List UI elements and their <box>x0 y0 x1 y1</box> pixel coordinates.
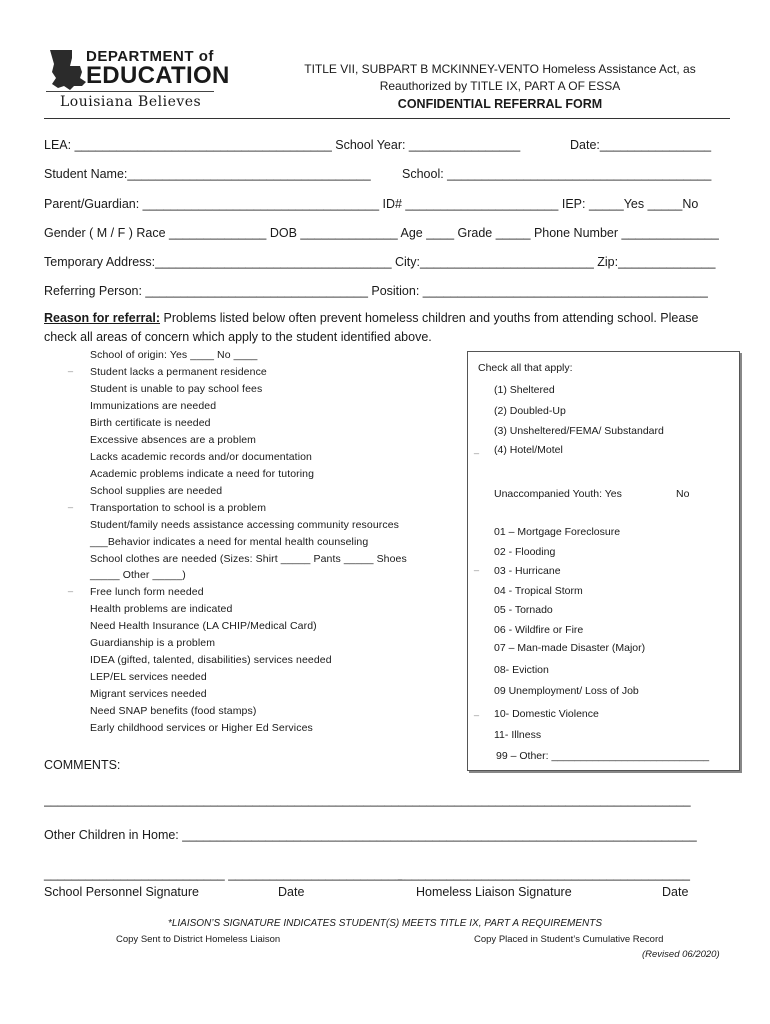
liaison-note: *LIAISON’S SIGNATURE INDICATES STUDENT(S) MEETS TITLE IX, PART A REQUIREMENTS <box>167 918 603 929</box>
concern-item[interactable]: Early childhood services or Higher Ed Services <box>90 722 313 734</box>
school-field[interactable]: School: ______________________________________ <box>402 167 712 181</box>
concern-item[interactable]: Student is unable to pay school fees <box>90 383 263 395</box>
cause-option[interactable]: 01 – Mortgage Foreclosure <box>494 526 621 538</box>
signature-line-right[interactable]: __________________________________________ <box>398 867 690 881</box>
concern-item[interactable]: Free lunch form needed <box>90 586 204 598</box>
reason-text2: check all areas of concern which apply to the student identified above. <box>44 330 432 344</box>
cause-option[interactable]: 04 - Tropical Storm <box>494 585 583 597</box>
housing-option[interactable]: (3) Unsheltered/FEMA/ Substandard <box>494 425 664 437</box>
cause-option[interactable]: 09 Unemployment/ Loss of Job <box>494 685 639 697</box>
check-all-box <box>467 351 740 771</box>
header-title-line2: Reauthorized by TITLE IX, PART A OF ESSA <box>379 79 621 93</box>
concern-item[interactable]: LEP/EL services needed <box>90 671 207 683</box>
checkbox-mark[interactable]: _ <box>68 362 74 372</box>
lea-school-year-field[interactable]: LEA: _____________________________________ School Year: ________________ <box>44 138 521 152</box>
cause-option[interactable]: 11- Illness <box>494 729 542 741</box>
concern-item[interactable]: Need Health Insurance (LA CHIP/Medical Card) <box>90 620 317 632</box>
date-label-right: Date <box>662 885 689 899</box>
reason-text1: Problems listed below often prevent homeless children and youths from attending school. Please <box>160 311 699 325</box>
concern-item[interactable]: Excessive absences are a problem <box>90 434 257 446</box>
checkbox-mark[interactable]: _ <box>474 561 480 571</box>
cause-option[interactable]: 05 - Tornado <box>494 604 553 616</box>
concern-item[interactable]: Student/family needs assistance accessing community resources <box>90 519 399 531</box>
logo-line2: EDUCATION <box>86 62 230 89</box>
logo-divider <box>46 91 214 92</box>
copy-placed-note: Copy Placed in Student’s Cumulative Record <box>474 934 664 945</box>
checkbox-mark[interactable]: _ <box>68 498 74 508</box>
comments-line[interactable]: _____________________________________________________________________________________________ <box>44 793 691 807</box>
concern-item[interactable]: Guardianship is a problem <box>90 637 216 649</box>
checkbox-mark[interactable]: _ <box>474 444 480 454</box>
cause-option[interactable]: 02 - Flooding <box>494 546 556 558</box>
revised-date: (Revised 06/2020) <box>642 949 720 960</box>
school-personnel-signature-label: School Personnel Signature <box>44 885 199 899</box>
parent-guardian-field[interactable]: Parent/Guardian: __________________________________ ID# ______________________ IEP: _____Yes _____No <box>44 197 699 211</box>
concern-item[interactable]: School of origin: Yes ____ No ____ <box>90 349 258 361</box>
concern-item[interactable]: School clothes are needed (Sizes: Shirt _____ Pants _____ Shoes <box>90 553 407 565</box>
housing-option[interactable]: (1) Sheltered <box>494 384 555 396</box>
concern-item[interactable]: Need SNAP benefits (food stamps) <box>90 705 257 717</box>
cause-option[interactable]: 03 - Hurricane <box>494 565 561 577</box>
reason-label: Reason for referral: <box>44 311 161 325</box>
unaccompanied-no[interactable]: No <box>676 488 690 500</box>
form-title: CONFIDENTIAL REFERRAL FORM <box>397 97 603 111</box>
louisiana-doe-logo <box>46 44 230 114</box>
date-field[interactable]: Date:________________ <box>570 138 712 152</box>
comments-label: COMMENTS: <box>44 758 121 772</box>
cause-option[interactable]: 07 – Man-made Disaster (Major) <box>494 642 646 654</box>
date-label-left: Date <box>278 885 305 899</box>
housing-option[interactable]: (4) Hotel/Motel <box>494 444 563 456</box>
referring-person-field[interactable]: Referring Person: ________________________________ Position: _________________________________________ <box>44 284 708 298</box>
cause-option[interactable]: 06 - Wildfire or Fire <box>494 624 584 636</box>
housing-option[interactable]: (2) Doubled-Up <box>494 405 566 417</box>
concern-item[interactable]: Lacks academic records and/or documentation <box>90 451 313 463</box>
student-name-field[interactable]: Student Name:___________________________________ <box>44 167 371 181</box>
signature-line-left[interactable]: __________________________ _________________________ <box>44 867 403 881</box>
concern-item[interactable]: Immunizations are needed <box>90 400 217 412</box>
concern-item[interactable]: ___Behavior indicates a need for mental health counseling <box>90 536 369 548</box>
logo-tagline: Louisiana Believes <box>60 94 202 110</box>
other-children-field[interactable]: Other Children in Home: __________________________________________________________________________ <box>44 828 697 842</box>
logo-line1: DEPARTMENT of <box>86 48 214 65</box>
concern-item[interactable]: Birth certificate is needed <box>90 417 211 429</box>
unaccompanied-yes[interactable]: Unaccompanied Youth: Yes <box>494 488 622 500</box>
gender-race-field[interactable]: Gender ( M / F ) Race ______________ DOB ______________ Age ____ Grade _____ Phone Number ______________ <box>44 226 719 240</box>
check-heading: Check all that apply: <box>478 362 573 374</box>
concern-item[interactable]: _____ Other _____) <box>90 569 186 581</box>
concern-item[interactable]: Student lacks a permanent residence <box>90 366 267 378</box>
concern-item[interactable]: Migrant services needed <box>90 688 207 700</box>
cause-option[interactable]: 08- Eviction <box>494 664 549 676</box>
concern-item[interactable]: School supplies are needed <box>90 485 223 497</box>
copy-sent-note: Copy Sent to District Homeless Liaison <box>116 934 281 945</box>
concern-item[interactable]: IDEA (gifted, talented, disabilities) services needed <box>90 654 332 666</box>
header-rule <box>44 118 730 119</box>
concern-item[interactable]: Health problems are indicated <box>90 603 233 615</box>
checkbox-mark[interactable]: _ <box>474 706 480 716</box>
temporary-address-field[interactable]: Temporary Address:__________________________________ City:_________________________ Zip:______________ <box>44 255 716 269</box>
checkbox-mark[interactable]: _ <box>68 582 74 592</box>
reason-line1 <box>44 311 699 325</box>
header-title-line1: TITLE VII, SUBPART B MCKINNEY-VENTO Homeless Assistance Act, as <box>304 62 696 76</box>
concern-item[interactable]: Transportation to school is a problem <box>90 502 267 514</box>
cause-option-other[interactable]: 99 – Other: ___________________________ <box>496 750 710 762</box>
liaison-signature-label: Homeless Liaison Signature <box>416 885 572 899</box>
cause-option[interactable]: 10- Domestic Violence <box>494 708 599 720</box>
concern-item[interactable]: Academic problems indicate a need for tutoring <box>90 468 315 480</box>
